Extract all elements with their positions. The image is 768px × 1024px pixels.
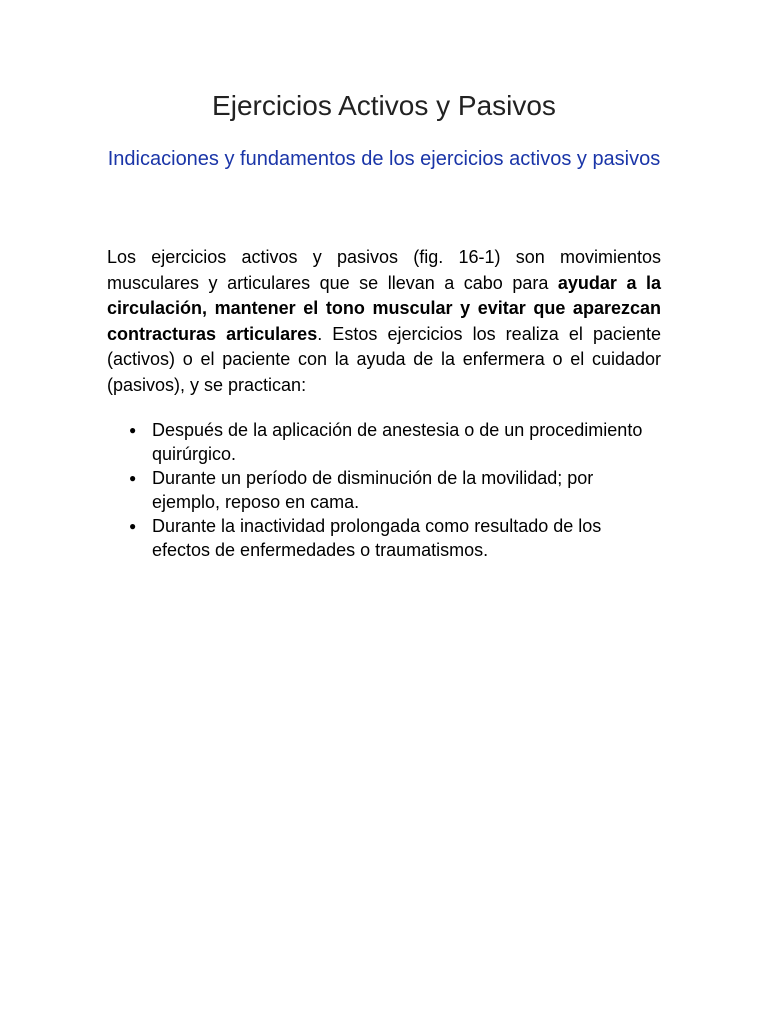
list-item [107, 466, 661, 514]
paragraph-emphasis-text: ayudar a la circulación, mantener el tono muscular y evitar que aparezcan contracturas articulares [107, 272, 661, 344]
list-item [107, 514, 661, 562]
paragraph-outro-text: . Estos ejercicios los realiza el paciente (activos) o el paciente con la ayuda de la enfermera o el cuidador (pasivos), y se practican: [107, 323, 661, 395]
list-item [107, 418, 661, 466]
page-title: Ejercicios Activos y Pasivos [212, 90, 556, 121]
list-item-text: Después de la aplicación de anestesia o de un procedimiento quirúrgico. [152, 420, 643, 464]
intro-paragraph [107, 245, 661, 398]
bullet-icon: ● [129, 423, 137, 437]
list-item-text: Durante un período de disminución de la movilidad; por ejemplo, reposo en cama. [152, 468, 594, 512]
section-subtitle: Indicaciones y fundamentos de los ejercicios activos y pasivos [107, 148, 661, 170]
indications-list [107, 418, 661, 562]
bullet-icon: ● [129, 519, 137, 533]
paragraph-intro-text: Los ejercicios activos y pasivos (fig. 16-1) son movimientos musculares y articulares que se llevan a cabo para [107, 247, 661, 293]
bullet-icon: ● [129, 471, 137, 485]
list-item-text: Durante la inactividad prolongada como resultado de los efectos de enfermedades o traumatismos. [152, 516, 602, 560]
